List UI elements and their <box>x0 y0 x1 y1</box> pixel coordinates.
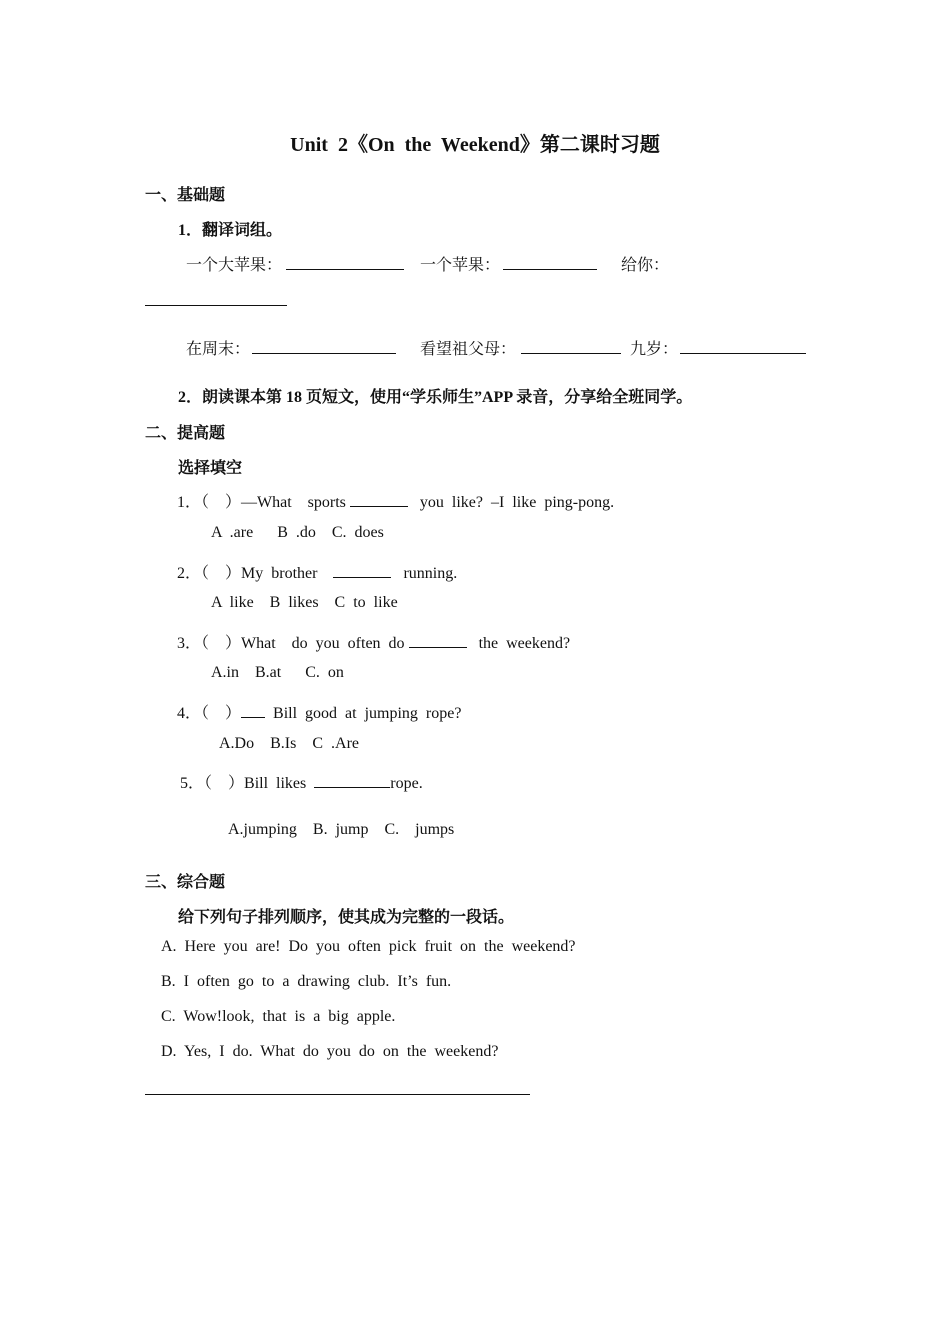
question-text-before: Bill likes <box>244 775 315 792</box>
question-text-after: the weekend? <box>466 635 571 652</box>
options-2: A like B likes C to like <box>211 594 398 611</box>
choice-question-4 <box>177 700 461 723</box>
section-2-subheading: 选择填空 <box>178 460 243 477</box>
answer-paren[interactable]: （ ） <box>201 565 242 582</box>
answer-blank-an-apple[interactable] <box>503 269 597 270</box>
question-text-after: running. <box>391 565 458 582</box>
order-answer-line[interactable] <box>145 1094 530 1095</box>
answer-blank-grandparents[interactable] <box>521 353 621 354</box>
options-1: A .are B .do C. does <box>211 524 384 541</box>
choice-question-3 <box>177 630 570 653</box>
options-4: A.Do B.Is C .Are <box>219 735 359 752</box>
sentence-d: D. Yes, I do. What do you do on the weekend? <box>161 1043 499 1060</box>
choice-question-2 <box>177 560 457 583</box>
question-number: 4． <box>177 705 202 722</box>
phrase-nine-years: 九岁： <box>630 341 679 358</box>
answer-paren[interactable]: （ ） <box>204 775 245 792</box>
answer-blank-give-you[interactable] <box>145 305 287 306</box>
question-number: 1． <box>177 494 202 511</box>
section-3-instruction: 给下列句子排列顺序，使其成为完整的一段话。 <box>178 909 515 926</box>
fill-blank[interactable] <box>314 772 390 788</box>
question-text-before: My brother <box>241 565 334 582</box>
page-title: Unit 2《On the Weekend》第二课时习题 <box>290 134 660 156</box>
answer-blank-weekend[interactable] <box>252 353 396 354</box>
section-1-heading: 一、基础题 <box>145 187 226 204</box>
fill-blank[interactable] <box>333 562 391 578</box>
question-text-before: —What sports <box>241 494 350 511</box>
answer-paren[interactable]: （ ） <box>201 705 242 722</box>
question-number: 5． <box>180 775 205 792</box>
sentence-a: A. Here you are! Do you often pick fruit on the weekend? <box>161 938 576 955</box>
fill-blank[interactable] <box>350 491 408 507</box>
phrase-an-apple: 一个苹果： <box>420 257 501 274</box>
choice-question-5 <box>180 770 423 793</box>
answer-paren[interactable]: （ ） <box>201 635 242 652</box>
answer-blank-big-apple[interactable] <box>286 269 404 270</box>
question-text-after: rope. <box>390 775 423 792</box>
question-number: 2． <box>177 565 202 582</box>
q2-label: 2．朗读课本第 18 页短文，使用“学乐师生”APP 录音，分享给全班同学。 <box>178 389 693 406</box>
answer-paren[interactable]: （ ） <box>201 494 242 511</box>
sentence-c: C. Wow!look, that is a big apple. <box>161 1008 396 1025</box>
choice-question-1 <box>177 489 614 512</box>
options-5: A.jumping B. jump C. jumps <box>228 821 455 838</box>
phrase-weekend: 在周末： <box>186 341 251 358</box>
q1-label: 1．翻译词组。 <box>178 222 283 239</box>
question-text-after: you like? –I like ping-pong. <box>407 494 615 511</box>
phrase-give-you: 给你： <box>621 257 670 274</box>
question-text-after: Bill good at jumping rope? <box>265 705 462 722</box>
section-2-heading: 二、提高题 <box>145 425 226 442</box>
answer-blank-nine-years[interactable] <box>680 353 806 354</box>
question-text-before: What do you often do <box>241 635 409 652</box>
fill-blank[interactable] <box>241 702 265 718</box>
question-number: 3． <box>177 635 202 652</box>
phrase-grandparents: 看望祖父母： <box>420 341 517 358</box>
fill-blank[interactable] <box>409 632 467 648</box>
options-3: A.in B.at C. on <box>211 664 344 681</box>
section-3-heading: 三、综合题 <box>145 874 226 891</box>
sentence-b: B. I often go to a drawing club. It’s fun. <box>161 973 452 990</box>
phrase-big-apple: 一个大苹果： <box>186 257 283 274</box>
